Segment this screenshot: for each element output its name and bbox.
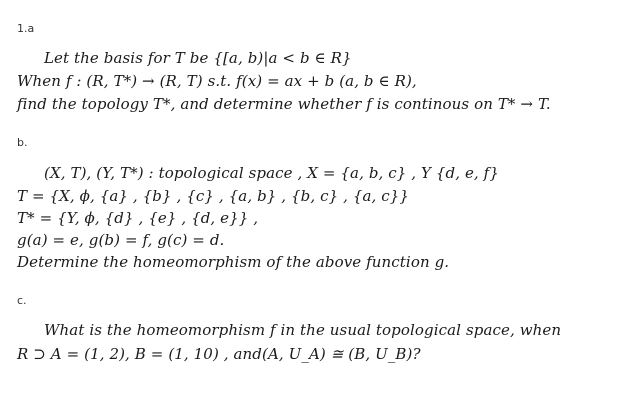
problem-b-line-5: Determine the homeomorphism of the above function g. (17, 253, 450, 271)
problem-b-line-4: g(a) = e, g(b) = f, g(c) = d. (17, 231, 225, 249)
problem-c-line-1: What is the homeomorphism f in the usual topological space, when (44, 321, 562, 339)
problem-b-line-2: T = {X, ϕ, {a} , {b} , {c} , {a, b} , {b, c} , {a, c}} (17, 187, 410, 205)
problem-1a-line-1: Let the basis for T be {[a, b)|a < b ∈ R} (44, 49, 352, 67)
problem-c-line-2: R ⊃ A = (1, 2), B = (1, 10) , and(A, U_A) ≅ (B, U_B)? (17, 345, 421, 363)
problem-label-b: b. (17, 136, 28, 149)
problem-label-c: c. (17, 294, 27, 307)
problem-b-line-1: (X, T), (Y, T*) : topological space , X = {a, b, c} , Y {d, e, f} (44, 164, 499, 182)
problem-b-line-3: T* = {Y, ϕ, {d} , {e} , {d, e}} , (17, 209, 259, 227)
problem-1a-line-2: When f : (R, T*) → (R, T) s.t. f(x) = ax + b (a, b ∈ R), (17, 72, 417, 90)
problem-1a-line-3: find the topology T*, and determine whether f is continous on T* → T. (17, 95, 551, 113)
problem-label-1a: 1.a (17, 22, 35, 35)
